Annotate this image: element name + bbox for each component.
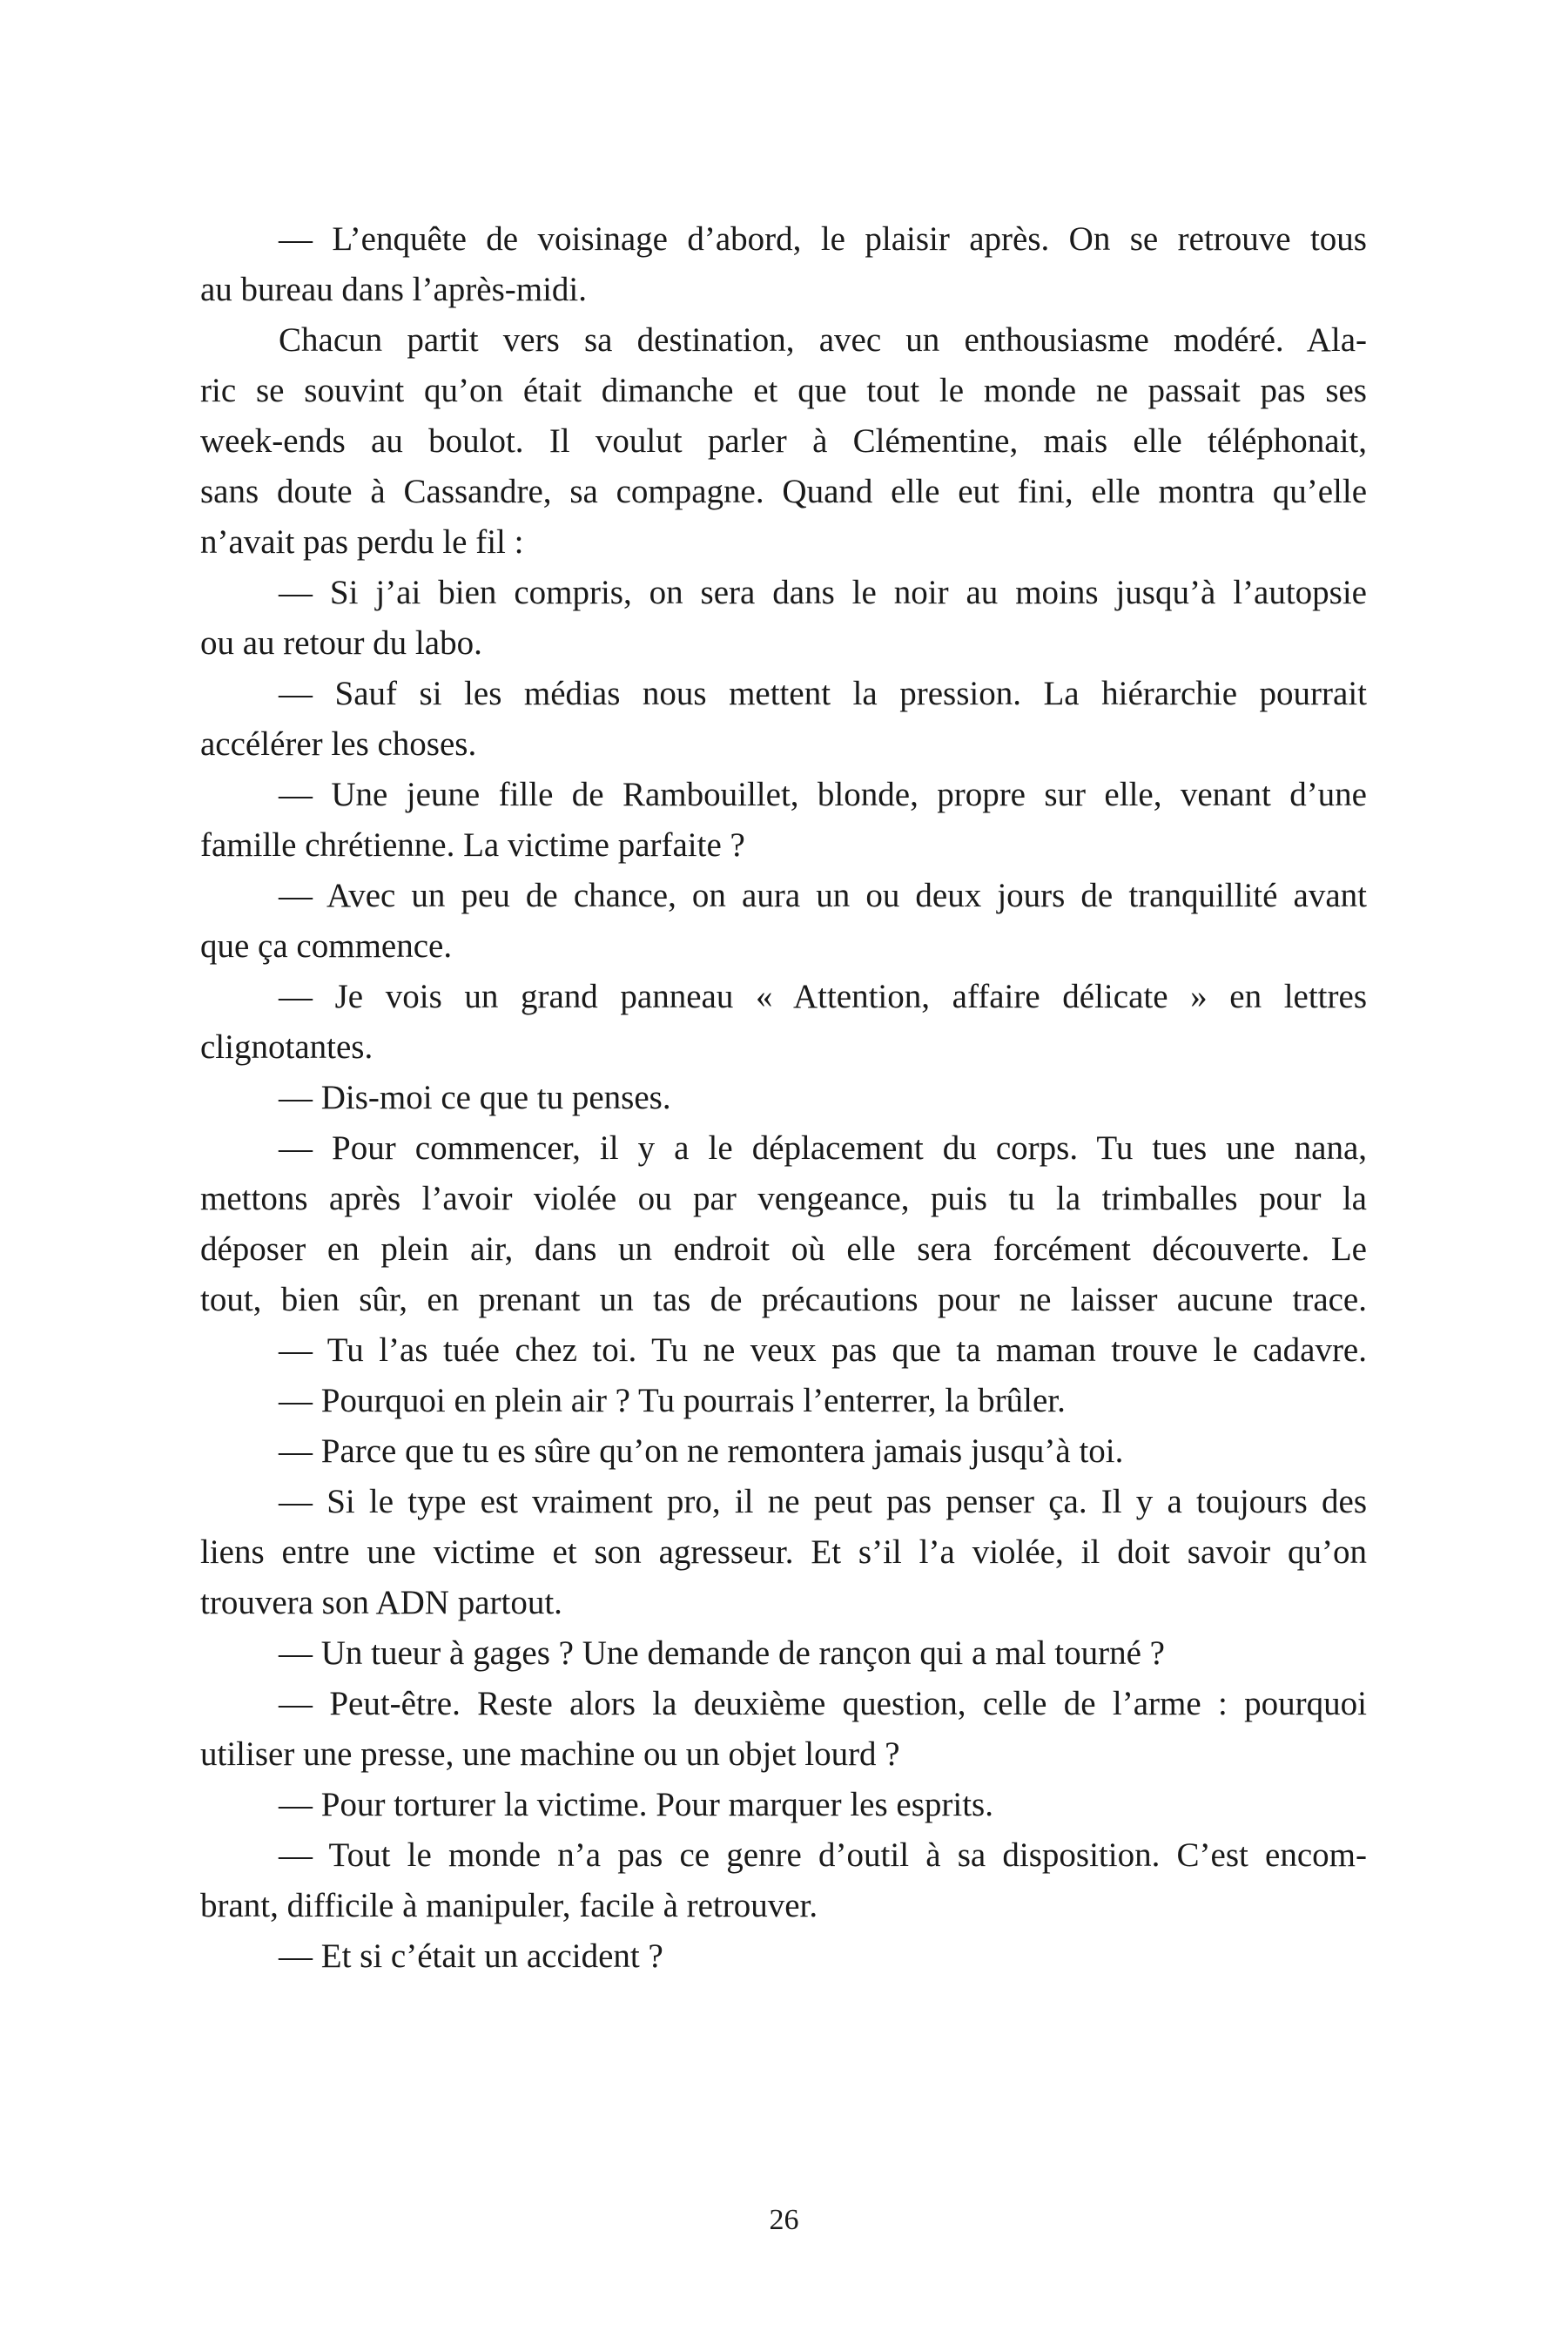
text-line: au bureau dans l’après-midi. [200,271,588,308]
page-number: 26 [769,2204,799,2236]
text-line: brant, difficile à manipuler, facile à retrouver. [200,1887,818,1924]
text-line: — Si le type est vraiment pro, il ne peut pas penser ça. Il y a toujours des [279,1483,1367,1520]
text-line: tout, bien sûr, en prenant un tas de précautions pour ne laisser aucune trace. [200,1281,1367,1318]
text-line: — Un tueur à gages ? Une demande de rançon qui a mal tourné ? [279,1634,1165,1672]
text-line: — Si j’ai bien compris, on sera dans le noir au moins jusqu’à l’autopsie [279,574,1367,611]
text-line: — Et si c’était un accident ? [279,1937,663,1975]
text-line: clignotantes. [200,1028,373,1066]
text-line: utiliser une presse, une machine ou un objet lourd ? [200,1735,900,1773]
text-line: — Tu l’as tuée chez toi. Tu ne veux pas que ta maman trouve le cadavre. [279,1331,1367,1369]
text-line: liens entre une victime et son agresseur. Et s’il l’a violée, il doit savoir qu’on [200,1533,1367,1571]
text-line: — Je vois un grand panneau « Attention, affaire délicate » en lettres [279,978,1367,1015]
text-line: trouvera son ADN partout. [200,1584,562,1621]
text-line: n’avait pas perdu le fil : [200,523,524,561]
text-line: famille chrétienne. La victime parfaite ? [200,826,745,864]
text-line: accélérer les choses. [200,725,477,763]
text-line: mettons après l’avoir violée ou par vengeance, puis tu la trimballes pour la [200,1180,1367,1217]
body-text [200,214,1367,1982]
text-line: — Parce que tu es sûre qu’on ne remontera jamais jusqu’à toi. [279,1432,1124,1470]
text-line: — Sauf si les médias nous mettent la pression. La hiérarchie pourrait [279,675,1367,712]
text-line: — Pour commencer, il y a le déplacement du corps. Tu tues une nana, [279,1129,1367,1167]
text-line: — Une jeune fille de Rambouillet, blonde, propre sur elle, venant d’une [279,776,1367,813]
text-line: — L’enquête de voisinage d’abord, le plaisir après. On se retrouve tous [279,220,1367,258]
text-line: — Avec un peu de chance, on aura un ou deux jours de tranquillité avant [279,877,1367,914]
text-line: — Peut-être. Reste alors la deuxième question, celle de l’arme : pourquoi [279,1685,1367,1722]
text-line: — Pourquoi en plein air ? Tu pourrais l’enterrer, la brûler. [279,1382,1066,1419]
text-line: — Dis-moi ce que tu penses. [279,1079,671,1116]
text-line: déposer en plein air, dans un endroit où elle sera forcément découverte. Le [200,1230,1367,1268]
text-line: ou au retour du labo. [200,624,482,662]
text-line: — Tout le monde n’a pas ce genre d’outil à sa disposition. C’est encom- [279,1836,1367,1874]
text-line: que ça commence. [200,927,453,965]
text-line: ric se souvint qu’on était dimanche et que tout le monde ne passait pas ses [200,372,1367,409]
text-line: sans doute à Cassandre, sa compagne. Quand elle eut fini, elle montra qu’elle [200,473,1367,510]
text-line: Chacun partit vers sa destination, avec un enthousiasme modéré. Ala- [279,321,1367,359]
text-line: week-ends au boulot. Il voulut parler à Clémentine, mais elle téléphonait, [200,422,1367,460]
text-line: — Pour torturer la victime. Pour marquer les esprits. [279,1786,993,1823]
